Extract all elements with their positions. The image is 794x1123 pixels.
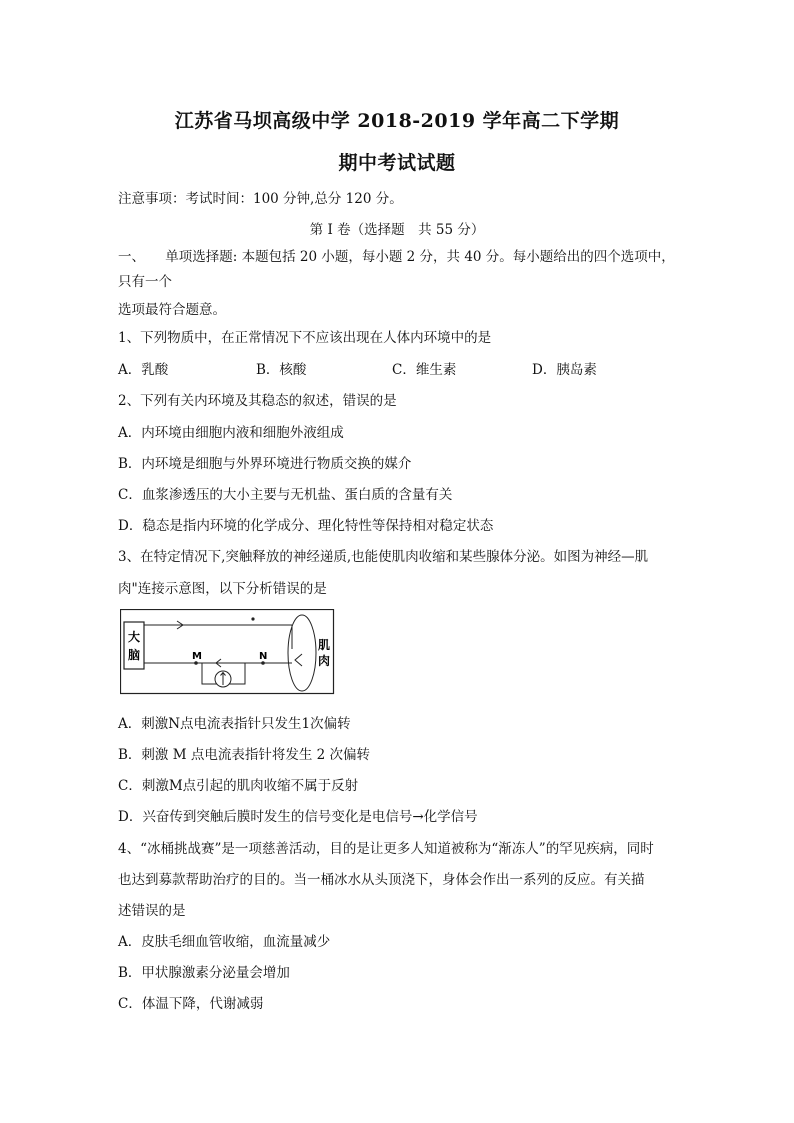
instruction-line-2: 只有一个 <box>118 274 172 290</box>
point-n-label: N <box>259 651 268 662</box>
question-2-option-c: C．血浆渗透压的大小主要与无机盐、蛋白质的含量有关 <box>118 487 453 503</box>
question-1-option-a: A．乳酸 <box>118 362 169 378</box>
muscle-label-2: 肉 <box>317 654 331 668</box>
brain-label-2: 脑 <box>127 648 141 662</box>
exam-notice: 注意事项：考试时间：100 分钟,总分 120 分。 <box>118 191 403 207</box>
brain-label-1: 大 <box>127 630 141 644</box>
point-m-label: M <box>192 651 202 662</box>
question-4-stem-line-2: 也达到募款帮助治疗的目的。当一桶冰水从头顶浇下，身体会作出一系列的反应。有关描 <box>118 872 645 888</box>
question-3-stem-line-1: 3、在特定情况下,突触释放的神经递质,也能使肌肉收缩和某些腺体分泌。如图为神经—肌 <box>118 549 649 565</box>
neuromuscular-junction <box>295 654 302 666</box>
question-3-option-b: B．刺激 M 点电流表指针将发生 2 次偏转 <box>118 747 370 763</box>
upper-stimulation-dot <box>251 617 254 620</box>
question-3-option-a: A．刺激N点电流表指针只发生1次偏转 <box>118 716 351 732</box>
question-3-option-c: C．刺激M点引起的肌肉收缩不属于反射 <box>118 778 359 794</box>
question-4-stem-line-1: 4、“冰桶挑战赛”是一项慈善活动，目的是让更多人知道被称为“渐冻人”的罕见疾病，同时 <box>118 841 654 857</box>
question-4-option-b: B．甲状腺激素分泌量会增加 <box>118 965 290 981</box>
question-2-stem: 2、下列有关内环境及其稳态的叙述，错误的是 <box>118 393 397 409</box>
question-1-option-d: D．胰岛素 <box>532 362 597 378</box>
exam-title-line-2: 期中考试试题 <box>338 152 456 174</box>
instruction-line-1: 一、 单项选择题: 本题包括 20 小题，每小题 2 分，共 40 分。每小题给出的四个选项中， <box>118 249 675 265</box>
question-2-option-d: D．稳态是指内环境的化学成分、理化特性等保持相对稳定状态 <box>118 518 494 534</box>
exam-title-line-1: 江苏省马坝高级中学 2018-2019 学年高二下学期 <box>174 110 620 132</box>
nerve-muscle-diagram <box>120 609 335 695</box>
question-1-option-c: C．维生素 <box>392 362 457 378</box>
question-1-option-b: B．核酸 <box>256 362 307 378</box>
question-4-option-c: C．体温下降，代谢减弱 <box>118 996 264 1012</box>
muscle-label-1: 肌 <box>317 638 331 652</box>
question-3-stem-line-2: 肉"连接示意图，以下分析错误的是 <box>118 581 327 597</box>
question-2-option-a: A．内环境由细胞内液和细胞外液组成 <box>118 425 344 441</box>
question-1-stem: 1、下列物质中，在正常情况下不应该出现在人体内环境中的是 <box>118 330 492 346</box>
question-3-option-d: D．兴奋传到突触后膜时发生的信号变化是电信号→化学信号 <box>118 809 478 825</box>
instruction-line-3: 选项最符合题意。 <box>118 302 226 318</box>
question-4-option-a: A．皮肤毛细血管收缩，血流量减少 <box>118 934 331 950</box>
question-2-option-b: B．内环境是细胞与外界环境进行物质交换的媒介 <box>118 456 412 472</box>
question-4-stem-line-3: 述错误的是 <box>118 903 186 919</box>
section-title: 第 I 卷（选择题 共 55 分） <box>309 222 485 238</box>
